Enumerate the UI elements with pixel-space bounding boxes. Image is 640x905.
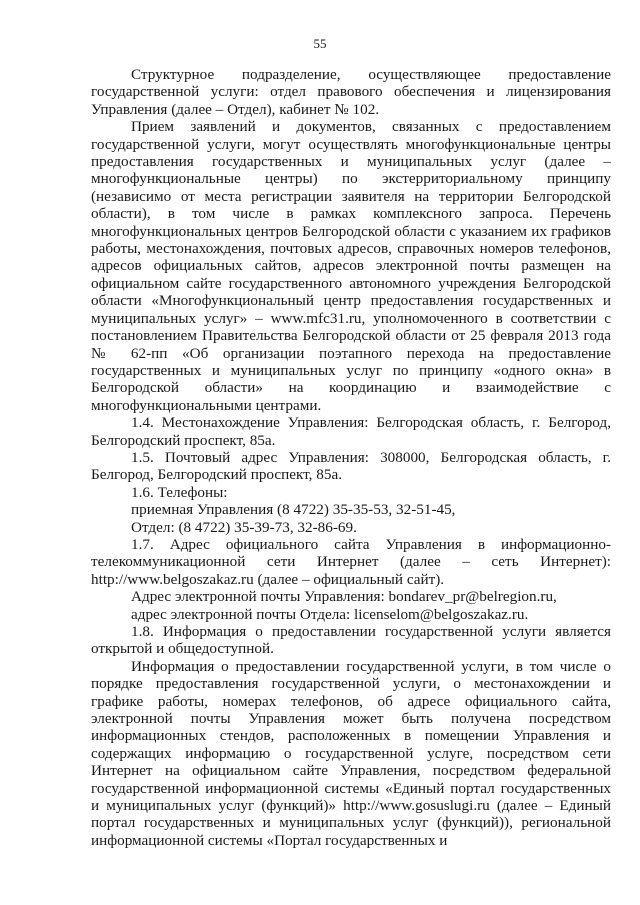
paragraph-postal-address: 1.5. Почтовый адрес Управления: 308000, Белгородская область, г. Белгород, Белгородский проспект, 85а. (91, 448, 611, 484)
paragraph-info-detail: Информация о предоставлении государственной услуги, в том числе о порядке предоставления государственной услуги, о местонахождении и графике работы, номерах телефонов, об адресе официального сайта, электронной почты Управления может быть получена посредством информационных стендов, расположенных в помещении Управления и содержащих информацию о государственной услуге, посредством сети Интернет на официальном сайте Управления, посредством федеральной государственной информационной системы «Единый портал государственных и муниципальных услуг (функций)» http://www.gosuslugi.ru (далее – Единый портал государственных и муниципальных услуг (функций)), региональной информационной системы «Портал государственных и (91, 657, 611, 849)
document-body (91, 66, 611, 849)
phone-reception: приемная Управления (8 4722) 35-35-53, 32-51-45, (131, 501, 456, 519)
phones-heading: 1.6. Телефоны: (131, 483, 228, 501)
paragraph-location: 1.4. Местонахождение Управления: Белгородская область, г. Белгород, Белгородский проспект, 85а. (91, 414, 611, 449)
paragraph-mfc: Прием заявлений и документов, связанных с предоставлением государственной услуги, могут осуществлять многофункциональные центры предоставления государственных и муниципальных услуг (далее – многофункциональные центры) по экстерриториальному принципу (независимо от места регистрации заявителя на территории Белгородской области), в том числе в рамках комплексного запроса. Перечень многофункциональных центров Белгородской области с указанием их графиков работы, местонахождения, почтовых адресов, справочных номеров телефонов, адресов официальных сайтов, адресов электронной почты размещен на официальном сайте государственного автономного учреждения Белгородской области «Многофункциональный центр предоставления государственных и муниципальных услуг» – www.mfc31.ru, уполномоченного в соответствии с постановлением Правительства Белгородской области от 25 февраля 2013 года № 62-пп «Об организации поэтапного перехода на предоставление государственных и муниципальных услуг по принципу «одного окна» в Белгородской области» на координацию и взаимодействие с многофункциональными центрами. (91, 118, 611, 414)
email-management: Адрес электронной почты Управления: bondarev_pr@belregion.ru, (131, 588, 557, 606)
email-department: адрес электронной почты Отдела: licenselom@belgoszakaz.ru. (131, 605, 529, 623)
page-number: 55 (313, 36, 327, 51)
paragraph-structural-unit: Структурное подразделение, осуществляющее предоставление государственной услуги: отдел правового обеспечения и лицензирования Управления (далее – Отдел), кабинет № 102. (91, 66, 611, 118)
paragraph-website: 1.7. Адрес официального сайта Управления в информационно-телекоммуникационной сети Интернет (далее – сеть Интернет): http://www.belgoszakaz.ru (далее – официальный сайт). (91, 535, 611, 588)
paragraph-info-open: 1.8. Информация о предоставлении государственной услуги является открытой и общедоступной. (91, 623, 611, 658)
phone-department: Отдел: (8 4722) 35-39-73, 32-86-69. (131, 518, 357, 536)
